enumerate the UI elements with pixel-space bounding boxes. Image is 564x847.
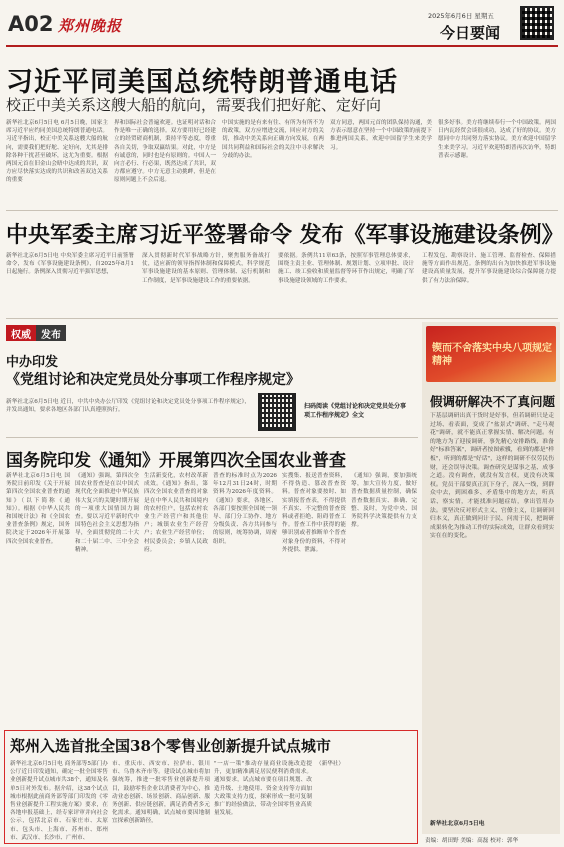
divider — [6, 437, 418, 438]
story4-headline: 国务院印发《通知》开展第四次全国农业普查 — [6, 451, 346, 471]
story1-column-4: 双方同意，两国元首的团队保持沟通，美方表示愿意在坚持一个中国政策的前提下推进两国关系，欢迎中国留学生来美学习。 — [330, 120, 432, 151]
story1-column-2: 界和国际社会普遍欢迎。也证明对话和合作是唯一正确的选择。双方要用好已经建立的经贸磋商机制，秉持平等态度，尊重各自关切，争取双赢结果。对此，中方是有诚意的，同时也是有原则的。中国人一向言必行、行必果，既然达成了共识，双方都应遵守。中方无意主动挑衅，但是在原则问题上不会后退。 — [114, 120, 216, 184]
sidebar-body: 下基层调研出真干货时是好事，但若调研只是走过场、看表面，变成了"盆景式"调研、"走马观花"调研，就不能真正掌握实情、解决问题。有的地方为了迎接调研，事先精心安排路线，准备好"标准答案"，调研者按图索骥，看到的都是"样板"，听到的都是"好话"，这样的调研不仅劳民伤财，还会误导决策。调查研究是谋事之基、成事之道。没有调查，就没有发言权，更没有决策权。党员干部要真正沉下身子，深入一线，到群众中去，到困难多、矛盾集中的地方去，听真话、察实情，才能找准问题症结，拿出管用办法。要坚决反对形式主义、官僚主义，让调研回归本义，真正做到问计于民、问需于民，把调研成果转化为推动工作的实际成效，让群众看到实实在在的变化。 — [430, 413, 554, 540]
story2-headline: 中央军委主席习近平签署命令 发布《军事设施建设条例》 — [6, 222, 564, 248]
footer-credits: 责编：胡田野 美编：高磊 校对：郭华 — [425, 838, 519, 844]
sidebar-banner — [426, 326, 556, 382]
story4-column-5: 实搜集、报送普查资料，不得伪造、篡改普查资料。普查对象要按时、如实填报普查表，不得提供不真实、不完整的普查资料或者拒绝、阻碍普查工作。普查工作中获得的能够识别或者推断单个普查对象身份的资料，不得对外提供、泄露。 — [282, 473, 346, 553]
story1-column-5: 很多好事。美方将继续奉行一个中国政策。两国日内瓦经贸会谈很成功，达成了好的协议。美方愿同中方共同努力落实协议。美方欢迎中国留学生来美学习。习近平欢迎特朗普再次访华，特朗普表示感谢。 — [438, 120, 556, 159]
story3-qr-code[interactable] — [258, 393, 296, 431]
story2-column-3: 要依据。条例共11章63条，按照军事管理总体要求，围绕主责主业、管理体制、规划计划、立项审批、设计施工、竣工验收和质量监督等环节作出规定，明确了军事设施建设领域的工作要求。 — [278, 253, 414, 284]
story2-column-1: 新华社北京6月5日电 中央军委主席习近平日前签署命令，发布《军事设施建设条例》，自2025年8月1日起施行。条例深入贯彻习近平强军思想， — [6, 253, 134, 276]
story4-column-6: 《通知》强调，要加强统筹，加大宣传力度，做好普查数据质量控制，确保普查数据真实、准确、完整、及时，为党中央、国务院科学决策提供有力支撑。 — [351, 473, 417, 529]
sidebar-banner-text: 锲而不舍落实中央八项规定精神 — [432, 343, 552, 367]
story5-column-1: 新华社北京6月5日电 商务部等5部门办公厅近日印发通知，确定一批全国零售业创新提升试点城市共38个，通知及名单5日对外发布。据介绍，这38个试点城市根据此前商务部等部门印发的《零售业创新提升工程实施方案》要求，在各地申报基础上，经专家评审并向社会公示，包括北京市、石家庄市、太原市、包头市、上海市、苏州市、郑州市、武汉市、长沙市、广州市、 — [10, 761, 108, 840]
story5-column-4: （新华社） — [316, 761, 344, 767]
paper-logo: 郑州晚报 — [58, 17, 123, 35]
story4-column-1: 新华社北京6月5日电 国务院日前印发《关于开展第四次全国农业普查的通知》（以下简称《通知》）。根据《中华人民共和国统计法》和《全国农业普查条例》规定，国务院决定于2026年开展第四次全国农业普查。 — [6, 473, 70, 545]
story4-column-2: 《通知》强调，第四次全国农业普查是在以中国式现代化全面推进中华民族伟大复兴的关键时期开展的一项重大国情国力调查。要以习近平新时代中国特色社会主义思想为指导，全面贯彻党的二十大和二十届二中、三中全会精神。 — [75, 473, 139, 553]
story4-column-4: 普查的标准时点为2026年12月31日24时，时期资料为2026年度资料。《通知》要求，各地区、各部门要按照全国统一领导、部门分工协作、地方分级负责、各方共同参与的原则，统筹协调，周密组织。 — [213, 473, 277, 545]
story2-column-2: 深入贯彻新时代军事战略方针，聚焦服务备战打仗，适应新的领导指挥体制和保障模式，科学规范军事设施建设的基本原则、管理体制、运行机制和工作制度，是军事设施建设工作的重要依据。 — [142, 253, 270, 284]
story5-headline: 郑州入选首批全国38个零售业创新提升试点城市 — [10, 737, 331, 755]
story1-headline: 习近平同美国总统特朗普通电话 — [6, 67, 398, 98]
story3-qr-caption: 扫码阅读《党组讨论和决定党员处分事项工作程序规定》全文 — [304, 403, 407, 419]
authority-tag-label: 权威 — [6, 325, 36, 341]
sidebar-headline: 假调研解决不了真问题 — [430, 394, 556, 409]
section-title: 今日要闻 — [440, 24, 501, 42]
story3-headline: 《党组讨论和决定党员处分事项工作程序规定》 — [6, 372, 300, 388]
authority-tag — [6, 325, 102, 341]
story1-column-1: 新华社北京6月5日电 6月5日晚，国家主席习近平应约同美国总统特朗普通电话。习近平指出，校正中美关系这艘大船的航向，需要我们把好舵、定好向，尤其是排除各种干扰甚至破坏，这尤为重要。根据两国元首在旧金山会晤中达成的共识，双方应尽快落实达成的共识和改善双边关系的重要 — [6, 120, 108, 184]
story3-body: 新华社北京6月5日电 近日，中共中央办公厅印发《党组讨论和决定党员处分事项工作程序规定》，并发出通知，要求各地区各部门认真遵照执行。 — [6, 399, 250, 414]
divider — [6, 318, 558, 319]
divider — [6, 210, 558, 211]
story4-column-3: 生活新变化，农村改革新成效。《通知》指出，第四次全国农业普查的对象是在中华人民共和国境内的农村住户，包括农村农业生产经营户和其他住户；城镇农业生产经营户；农业生产经营单位；村民委员会；乡镇人民政府。 — [144, 473, 208, 553]
story1-column-3: 中国实施的是有来有往、有所为有所不为的政策，双方应增进交流，回应对方的关切，推动中美关系向正确方向发展，在两国共同利益和国际社会的关注中寻求解决分歧的办法。 — [222, 120, 324, 159]
issue-date: 2025年6月6日 星期五 — [428, 12, 494, 20]
story2-column-4: 工程发包、勘察设计、施工管理、监督检查、保障措施等方面作出规范。条例的出台为加快推进军事设施建设高质量发展，提升军事设施建设综合保障能力提供了有力法治保障。 — [422, 253, 556, 284]
masthead-qr-code[interactable] — [520, 6, 554, 40]
page-code: A02 — [8, 12, 54, 36]
story1-subhead: 校正中美关系这艘大船的航向，需要我们把好舵、定好向 — [6, 96, 382, 114]
story5-column-2: 市、重庆市、西安市、拉萨市、银川市、乌鲁木齐市等。建设试点城市将加强统筹，推进一批零售业创新提升项目，鼓励零售企业以消费者为中心，推动业态创新、场景创新、商品创新、服务创新、供应链创新，满足消费者多元化需求。通知明确，试点城市要因地制宜探索创新路径， — [112, 761, 210, 825]
story3-kicker: 中办印发 — [6, 355, 59, 370]
masthead-rule — [6, 45, 558, 47]
sidebar-byline: 新华社北京6月5日电 — [430, 821, 485, 827]
story5-column-3: "一店一策"推动存量商业设施改造提升，更加精准满足居民便利消费需求。通知要求，试点城市要在项目规划、改造升级、土地使用、资金支持等方面加大政策支持力度，探索形成一批可复制推广的经验做法，带动全国零售业高质量发展。 — [214, 761, 312, 817]
release-tag-label: 发布 — [36, 325, 66, 341]
